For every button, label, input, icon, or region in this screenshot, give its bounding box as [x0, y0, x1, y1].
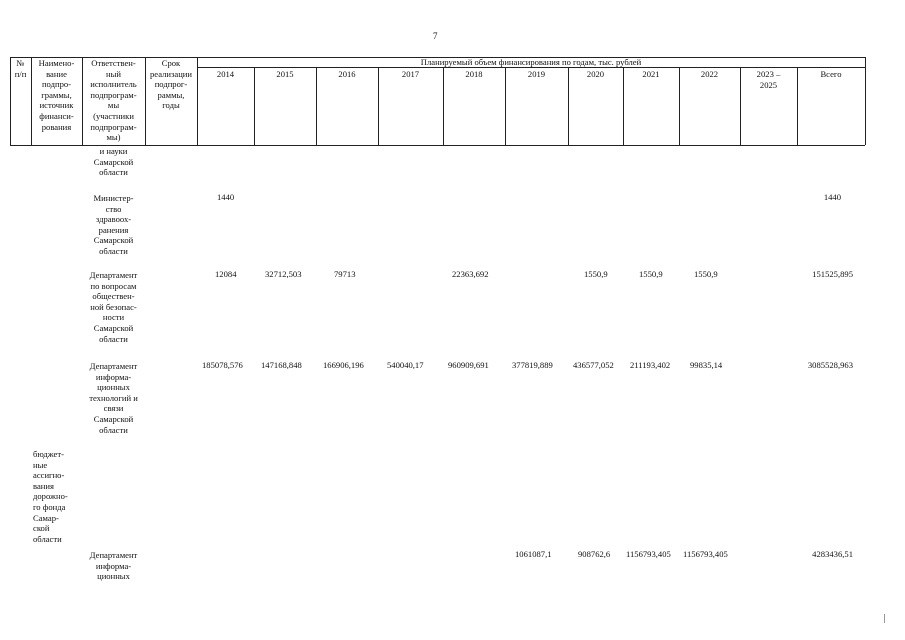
row-5-executor: Департамент информа- ционных: [89, 550, 138, 582]
header-year-2016: 2016: [338, 69, 356, 79]
header-year-2022: 2022: [700, 69, 719, 79]
header-year-2019: 2019: [527, 69, 546, 79]
header-year-2015: 2015: [276, 69, 294, 79]
row-5-value-2021: 1156793,405: [626, 549, 671, 559]
row-4-source: бюджет- ные ассигно- вания дорожно- го фонда Самар- ской области: [33, 449, 68, 544]
row-3-value-2018: 960909,691: [448, 360, 489, 370]
row-2-executor: Департамент по вопросам обществен- ной безопас- ности Самарской области: [89, 270, 138, 344]
header-funding-title: Планируемый объем финансирования по годам, тыс. рублей: [420, 57, 642, 67]
row-3-value-2019: 377819,889: [512, 360, 553, 370]
row-3-value-2015: 147168,848: [261, 360, 302, 370]
row-1-executor: Министер- ство здравоох- ранения Самарской области: [93, 193, 134, 256]
row-5-value-total: 4283436,51: [812, 549, 853, 559]
header-col-executor: Ответствен- ный исполнитель подпрограм- мы (участники подпрограм- мы): [90, 58, 137, 143]
row-2-value-2014: 12084: [215, 269, 237, 279]
row-2-value-2020: 1550,9: [584, 269, 608, 279]
row-2-value-2022: 1550,9: [694, 269, 718, 279]
row-2-value-2015: 32712,503: [265, 269, 302, 279]
row-0-executor: и науки Самарской области: [93, 146, 134, 178]
header-total: Всего: [820, 69, 842, 79]
row-5-value-2022: 1156793,405: [683, 549, 728, 559]
row-2-value-2021: 1550,9: [639, 269, 663, 279]
row-1-value-2014: 1440: [217, 192, 235, 202]
header-year-2017: 2017: [401, 69, 420, 79]
row-3-value-2020: 436577,052: [573, 360, 614, 370]
header-year-2023-2025: 2023 – 2025: [756, 69, 781, 90]
row-3-value-2016: 166906,196: [323, 360, 364, 370]
header-year-2018: 2018: [465, 69, 483, 79]
row-2-value-2018: 22363,692: [452, 269, 489, 279]
row-5-value-2019: 1061087,1: [515, 549, 552, 559]
header-year-2020: 2020: [586, 69, 605, 79]
scan-edge-mark: [884, 614, 885, 623]
page-number: 7: [433, 31, 438, 41]
row-3-value-2014: 185078,576: [202, 360, 243, 370]
header-year-2021: 2021: [642, 69, 660, 79]
row-3-value-total: 3085528,963: [807, 360, 853, 370]
header-year-2014: 2014: [216, 69, 235, 79]
row-1-value-total: 1440: [823, 192, 841, 202]
row-2-value-2016: 79713: [334, 269, 356, 279]
row-3-executor: Департамент информа- ционных технологий и связи Самарской области: [89, 361, 138, 435]
row-3-value-2017: 540040,17: [387, 360, 424, 370]
row-2-value-total: 151525,895: [812, 269, 853, 279]
header-col-number: № п/п: [14, 58, 27, 79]
row-3-value-2021: 211193,402: [630, 360, 671, 370]
header-col-term: Срок реализации подпрог- раммы, годы: [150, 58, 192, 111]
row-5-value-2020: 908762,6: [578, 549, 611, 559]
row-3-value-2022: 99835,14: [690, 360, 723, 370]
header-col-subprogram-name: Наимено- вание подпро- граммы, источник финанси- рования: [38, 58, 75, 132]
